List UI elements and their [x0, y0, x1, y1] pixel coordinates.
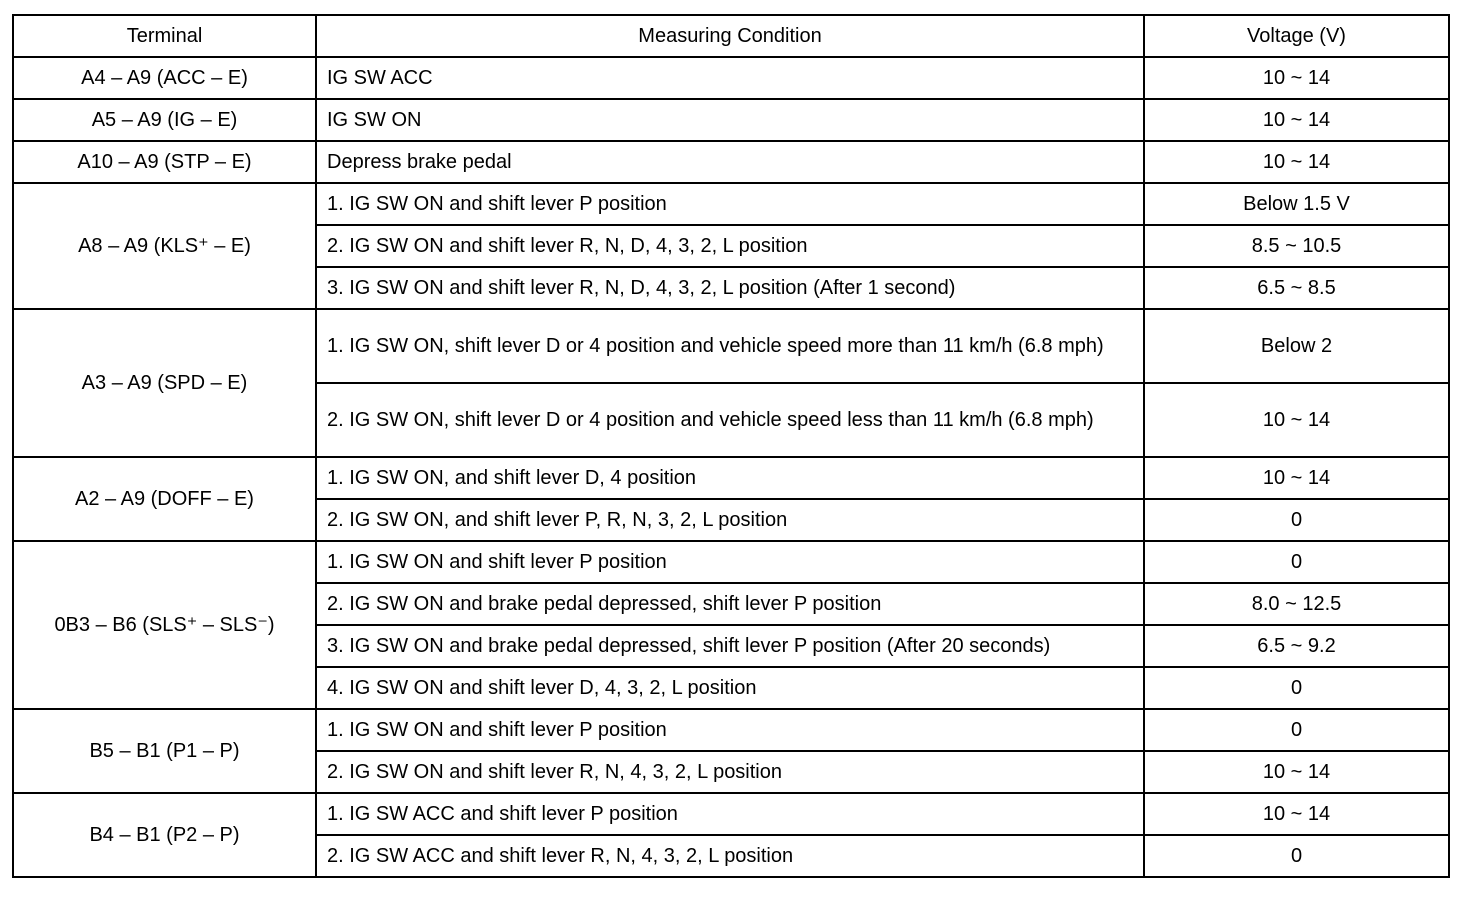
- table-row: [13, 309, 1449, 383]
- voltage-cell: 0: [1144, 541, 1449, 583]
- condition-cell: 2. IG SW ON, and shift lever P, R, N, 3, 2, L position: [316, 499, 1144, 541]
- header-voltage: Voltage (V): [1144, 15, 1449, 57]
- condition-cell: 2. IG SW ON and shift lever R, N, 4, 3, 2, L position: [316, 751, 1144, 793]
- condition-cell: 3. IG SW ON and brake pedal depressed, shift lever P position (After 20 seconds): [316, 625, 1144, 667]
- condition-cell: 1. IG SW ACC and shift lever P position: [316, 793, 1144, 835]
- condition-cell: IG SW ACC: [316, 57, 1144, 99]
- voltage-cell: 0: [1144, 667, 1449, 709]
- header-terminal: Terminal: [13, 15, 316, 57]
- table-row: [13, 141, 1449, 183]
- condition-cell: 2. IG SW ON, shift lever D or 4 position and vehicle speed less than 11 km/h (6.8 mph): [316, 383, 1144, 457]
- terminal-cell: A2 – A9 (DOFF – E): [13, 457, 316, 541]
- header-row: [13, 15, 1449, 57]
- voltage-cell: 0: [1144, 835, 1449, 877]
- condition-cell: Depress brake pedal: [316, 141, 1144, 183]
- terminal-cell: 0B3 – B6 (SLS⁺ – SLS⁻): [13, 541, 316, 709]
- terminal-cell: B4 – B1 (P2 – P): [13, 793, 316, 877]
- voltage-cell: 10 ~ 14: [1144, 751, 1449, 793]
- terminal-cell: B5 – B1 (P1 – P): [13, 709, 316, 793]
- terminal-cell: A8 – A9 (KLS⁺ – E): [13, 183, 316, 309]
- table-row: [13, 57, 1449, 99]
- table-row: [13, 183, 1449, 225]
- condition-cell: 3. IG SW ON and shift lever R, N, D, 4, 3, 2, L position (After 1 second): [316, 267, 1144, 309]
- terminal-voltage-table: [12, 14, 1450, 878]
- header-measuring-condition: Measuring Condition: [316, 15, 1144, 57]
- voltage-cell: 10 ~ 14: [1144, 383, 1449, 457]
- condition-cell: 2. IG SW ACC and shift lever R, N, 4, 3, 2, L position: [316, 835, 1144, 877]
- condition-cell: 1. IG SW ON and shift lever P position: [316, 541, 1144, 583]
- voltage-cell: Below 1.5 V: [1144, 183, 1449, 225]
- voltage-cell: 10 ~ 14: [1144, 141, 1449, 183]
- voltage-cell: Below 2: [1144, 309, 1449, 383]
- terminal-cell: A3 – A9 (SPD – E): [13, 309, 316, 457]
- table-row: [13, 457, 1449, 499]
- condition-cell: 1. IG SW ON, and shift lever D, 4 position: [316, 457, 1144, 499]
- voltage-cell: 0: [1144, 499, 1449, 541]
- condition-cell: 1. IG SW ON and shift lever P position: [316, 709, 1144, 751]
- terminal-cell: A5 – A9 (IG – E): [13, 99, 316, 141]
- table-row: [13, 99, 1449, 141]
- condition-cell: 4. IG SW ON and shift lever D, 4, 3, 2, L position: [316, 667, 1144, 709]
- condition-cell: 2. IG SW ON and brake pedal depressed, shift lever P position: [316, 583, 1144, 625]
- condition-cell: IG SW ON: [316, 99, 1144, 141]
- voltage-cell: 10 ~ 14: [1144, 99, 1449, 141]
- table-row: [13, 709, 1449, 751]
- voltage-cell: 8.5 ~ 10.5: [1144, 225, 1449, 267]
- voltage-cell: 10 ~ 14: [1144, 793, 1449, 835]
- terminal-cell: A4 – A9 (ACC – E): [13, 57, 316, 99]
- condition-cell: 2. IG SW ON and shift lever R, N, D, 4, 3, 2, L position: [316, 225, 1144, 267]
- terminal-voltage-table-container: [12, 14, 1448, 878]
- condition-cell: 1. IG SW ON, shift lever D or 4 position and vehicle speed more than 11 km/h (6.8 mph): [316, 309, 1144, 383]
- voltage-cell: 8.0 ~ 12.5: [1144, 583, 1449, 625]
- voltage-cell: 10 ~ 14: [1144, 457, 1449, 499]
- terminal-cell: A10 – A9 (STP – E): [13, 141, 316, 183]
- voltage-cell: 6.5 ~ 8.5: [1144, 267, 1449, 309]
- condition-cell: 1. IG SW ON and shift lever P position: [316, 183, 1144, 225]
- table-row: [13, 541, 1449, 583]
- table-row: [13, 793, 1449, 835]
- voltage-cell: 6.5 ~ 9.2: [1144, 625, 1449, 667]
- voltage-cell: 10 ~ 14: [1144, 57, 1449, 99]
- voltage-cell: 0: [1144, 709, 1449, 751]
